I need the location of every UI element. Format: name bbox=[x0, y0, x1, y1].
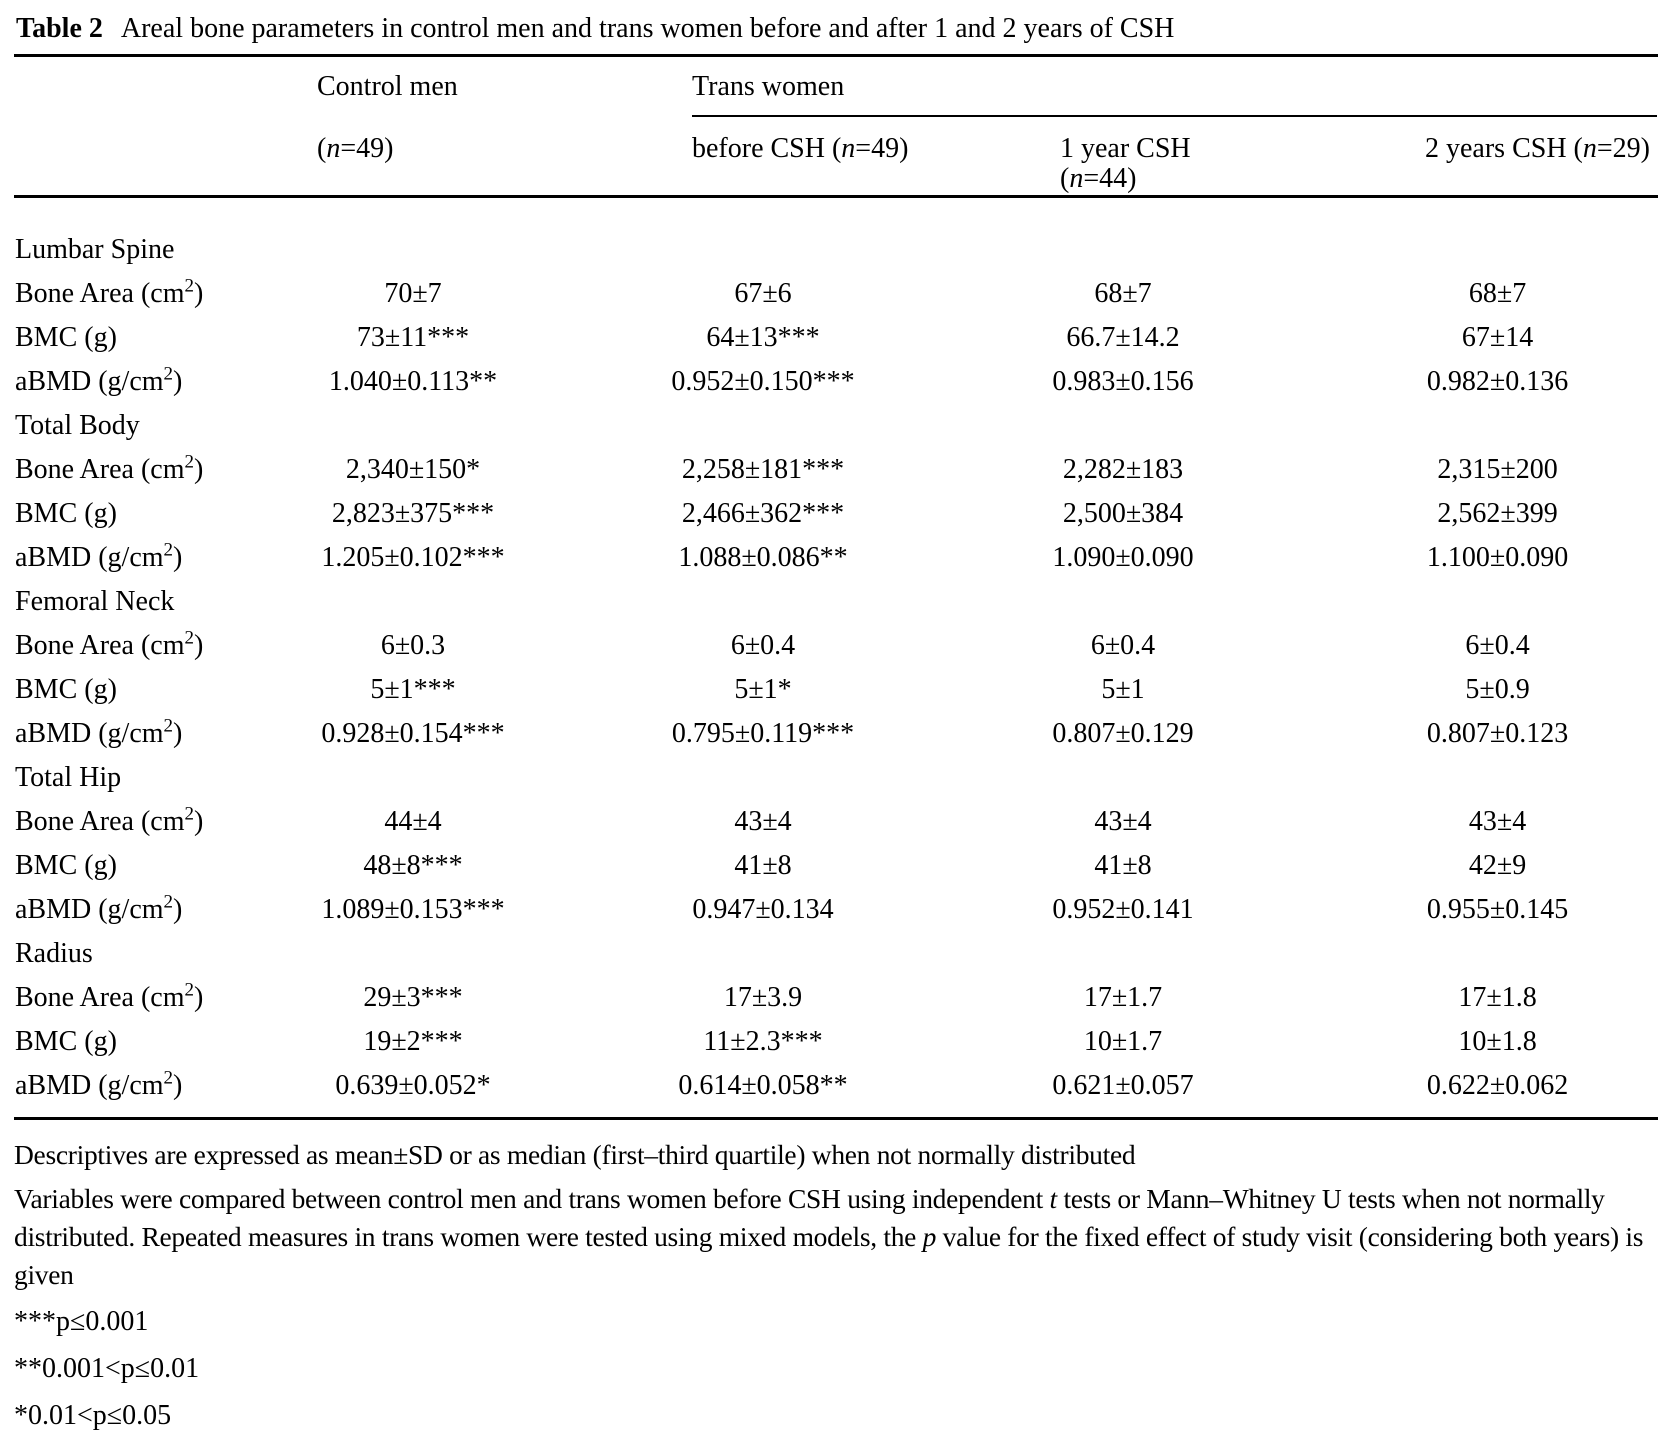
value-cell: 10±1.8 bbox=[1458, 1026, 1537, 1057]
value-cell: 1.205±0.102*** bbox=[321, 542, 505, 573]
section-header: Radius bbox=[15, 938, 93, 969]
value-cell: 1.089±0.153*** bbox=[321, 894, 505, 925]
row-label: aBMD $(g/cm^2)$ bbox=[15, 715, 183, 749]
value-cell: 19±2*** bbox=[363, 1026, 463, 1057]
value-cell: 2,258±181*** bbox=[681, 454, 845, 485]
table-footnotes bbox=[14, 1120, 1658, 1435]
section-row-total-body bbox=[14, 404, 1658, 448]
section-row-lumbar-spine bbox=[14, 228, 1658, 272]
row-label: BMC (g) bbox=[15, 674, 117, 705]
value-cell: 17±3.9 bbox=[723, 982, 803, 1013]
value-cell: 68±7 bbox=[1094, 278, 1152, 309]
table-number: Table 2 bbox=[16, 13, 103, 44]
value-cell: 2,562±399 bbox=[1437, 498, 1558, 529]
subheader-control-n: (n=49) bbox=[303, 119, 523, 197]
row-label: BMC (g) bbox=[15, 322, 117, 353]
value-cell: 48±8*** bbox=[363, 850, 463, 881]
value-cell: 17±1.7 bbox=[1083, 982, 1163, 1013]
row-label: aBMD $(g/cm^2)$ bbox=[15, 363, 183, 397]
data-row bbox=[14, 844, 1658, 888]
table-caption-text: Areal bone parameters in control men and trans women before and after 1 and 2 years of CSH bbox=[120, 13, 1175, 44]
value-cell: 1.088±0.086** bbox=[678, 542, 848, 573]
value-cell: 42±9 bbox=[1468, 850, 1527, 881]
empty-subheader-cell bbox=[14, 119, 303, 197]
value-cell: 0.952±0.150*** bbox=[671, 366, 855, 397]
data-row bbox=[14, 668, 1658, 712]
empty-header-cell bbox=[14, 57, 303, 119]
value-cell: 6±0.3 bbox=[380, 630, 446, 661]
subheader-row bbox=[14, 119, 1658, 197]
value-cell: 66.7±14.2 bbox=[1066, 322, 1180, 353]
trans-women-group-underline bbox=[692, 72, 1657, 117]
value-cell: 2,466±362*** bbox=[681, 498, 845, 529]
section-row-femoral-neck bbox=[14, 580, 1658, 624]
value-cell: 1.090±0.090 bbox=[1052, 542, 1194, 573]
data-row bbox=[14, 536, 1658, 580]
value-cell: 6±0.4 bbox=[730, 630, 796, 661]
data-row bbox=[14, 712, 1658, 756]
value-cell: 0.622±0.062 bbox=[1426, 1070, 1569, 1101]
footnote-descriptives: Descriptives are expressed as mean±SD or as median (first–third quartile) when not normally distributed bbox=[14, 1139, 1136, 1170]
section-header: Femoral Neck bbox=[15, 586, 175, 617]
trans-women-label: Trans women bbox=[692, 71, 845, 102]
value-cell: 6±0.4 bbox=[1465, 630, 1530, 661]
value-cell: 0.955±0.145 bbox=[1426, 894, 1569, 925]
value-cell: 2,282±183 bbox=[1062, 454, 1184, 485]
value-cell: 5±1* bbox=[734, 674, 792, 705]
footnote-sig-001: ***p≤0.001 bbox=[14, 1306, 149, 1337]
value-cell: 0.614±0.058** bbox=[678, 1070, 848, 1101]
group-header-row bbox=[14, 57, 1658, 119]
footnote-sig-01: **0.001<p≤0.01 bbox=[14, 1353, 200, 1384]
data-row bbox=[14, 492, 1658, 536]
value-cell: 10±1.7 bbox=[1083, 1026, 1163, 1057]
data-row bbox=[14, 448, 1658, 492]
value-cell: 2,823±375*** bbox=[331, 498, 495, 529]
row-label: aBMD $(g/cm^2)$ bbox=[15, 1067, 183, 1101]
value-cell: 0.621±0.057 bbox=[1052, 1070, 1194, 1101]
section-header: Total Body bbox=[15, 410, 140, 441]
footnote-sig-05: *0.01<p≤0.05 bbox=[14, 1400, 172, 1431]
value-cell: 44±4 bbox=[384, 806, 442, 837]
data-row bbox=[14, 976, 1658, 1020]
row-label: aBMD $(g/cm^2)$ bbox=[15, 891, 183, 925]
data-row bbox=[14, 1064, 1658, 1108]
value-cell: 2,500±384 bbox=[1062, 498, 1184, 529]
value-cell: 41±8 bbox=[1094, 850, 1152, 881]
subheader-before-csh: before CSH (n=49) bbox=[523, 119, 1003, 197]
value-cell: 68±7 bbox=[1468, 278, 1527, 309]
value-cell: 0.639±0.052* bbox=[335, 1070, 491, 1101]
value-cell: 70±7 bbox=[384, 278, 442, 309]
value-cell: 2,340±150* bbox=[345, 454, 481, 485]
value-cell: 5±1 bbox=[1101, 674, 1145, 705]
row-label: Bone Area $(cm^2)$ bbox=[15, 451, 204, 485]
value-cell: 1.040±0.113** bbox=[328, 366, 498, 397]
section-row-total-hip bbox=[14, 756, 1658, 800]
column-group-trans-women bbox=[523, 57, 1658, 119]
row-label: Bone Area $(cm^2)$ bbox=[15, 979, 204, 1013]
value-cell: 2,315±200 bbox=[1437, 454, 1558, 485]
value-cell: 6±0.4 bbox=[1090, 630, 1156, 661]
value-cell: 17±1.8 bbox=[1458, 982, 1537, 1013]
row-label: BMC (g) bbox=[15, 498, 117, 529]
value-cell: 73±11*** bbox=[356, 322, 470, 353]
data-row bbox=[14, 272, 1658, 316]
subheader-1-year-csh: 1 year CSH (n=44) bbox=[1003, 119, 1243, 197]
value-cell: 0.807±0.129 bbox=[1052, 718, 1194, 749]
value-cell: 0.983±0.156 bbox=[1052, 366, 1194, 397]
row-label: Bone Area $(cm^2)$ bbox=[15, 627, 204, 661]
subheader-2-years-csh: 2 years CSH (n=29) bbox=[1243, 119, 1658, 197]
section-row-radius bbox=[14, 932, 1658, 976]
table-caption bbox=[14, 0, 1658, 57]
value-cell: 0.928±0.154*** bbox=[321, 718, 505, 749]
value-cell: 43±4 bbox=[734, 806, 792, 837]
value-cell: 43±4 bbox=[1094, 806, 1152, 837]
data-row bbox=[14, 888, 1658, 932]
value-cell: 67±14 bbox=[1461, 322, 1534, 353]
data-row bbox=[14, 1020, 1658, 1064]
value-cell: 0.807±0.123 bbox=[1426, 718, 1569, 749]
row-label: BMC (g) bbox=[15, 850, 117, 881]
row-label: Bone Area $(cm^2)$ bbox=[15, 275, 204, 309]
value-cell: 0.795±0.119*** bbox=[671, 718, 855, 749]
value-cell: 29±3*** bbox=[363, 982, 463, 1013]
value-cell: 41±8 bbox=[734, 850, 792, 881]
value-cell: 0.982±0.136 bbox=[1426, 366, 1569, 397]
row-label: aBMD $(g/cm^2)$ bbox=[15, 539, 183, 573]
value-cell: 5±1*** bbox=[370, 674, 456, 705]
value-cell: 5±0.9 bbox=[1465, 674, 1530, 705]
column-header-control-men: Control men bbox=[317, 71, 458, 102]
value-cell: 67±6 bbox=[734, 278, 792, 309]
section-header: Total Hip bbox=[15, 762, 122, 793]
data-row bbox=[14, 624, 1658, 668]
value-cell: 0.947±0.134 bbox=[692, 894, 834, 925]
value-cell: 11±2.3*** bbox=[703, 1026, 823, 1057]
data-row bbox=[14, 360, 1658, 404]
row-label: Bone Area $(cm^2)$ bbox=[15, 803, 204, 837]
section-header: Lumbar Spine bbox=[15, 234, 175, 265]
value-cell: 64±13*** bbox=[706, 322, 820, 353]
areal-bone-parameters-table bbox=[14, 57, 1658, 1108]
value-cell: 1.100±0.090 bbox=[1426, 542, 1569, 573]
value-cell: 43±4 bbox=[1468, 806, 1527, 837]
row-label: BMC (g) bbox=[15, 1026, 117, 1057]
table-spacer bbox=[14, 197, 1658, 229]
data-row bbox=[14, 316, 1658, 360]
data-row bbox=[14, 800, 1658, 844]
footnote-methods: Variables were compared between control men and trans women before CSH using independent t tests or Mann–Whitney U tests when not normally distributed. Repeated measures in trans women were tested using mixed models, the p value for the fixed effect of study visit (considering both years) is given bbox=[14, 1183, 1644, 1290]
value-cell: 0.952±0.141 bbox=[1052, 894, 1194, 925]
